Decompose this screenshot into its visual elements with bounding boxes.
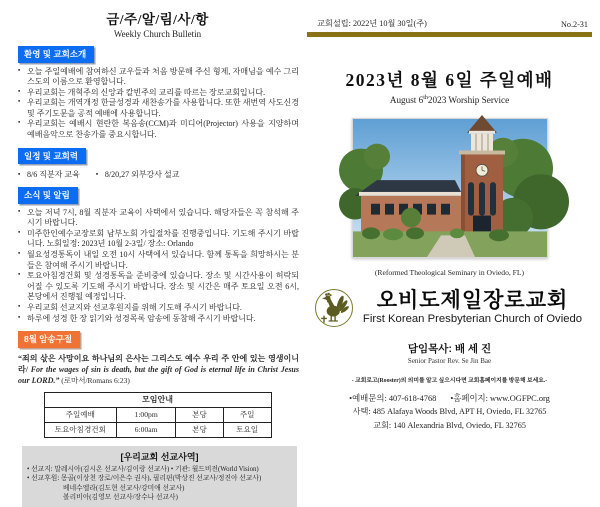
worship-inquiry-phone: •예배문의: 407-618-4768 bbox=[349, 393, 437, 403]
list-item: ▪ 우리교회는 개역개정 한글성경과 새찬송가를 사용합니다. 또한 새번역 사도신경 및 주기도문을 공적 예배에 사용합니다. bbox=[18, 98, 299, 119]
table-cell: 1:00pm bbox=[117, 407, 176, 422]
worship-service-title: 2023년 8월 6일 주일예배 bbox=[345, 69, 554, 90]
mission-line: 볼리비아(김영모 선교사/장수나 선교사) bbox=[63, 493, 178, 501]
page-left-weekly-bulletin bbox=[16, 8, 299, 507]
established-date: 교회설립: 2022년 10월 30일(주) bbox=[317, 19, 427, 28]
verse-english: For the wages of sin is death, but the gift of God is eternal life in Christ Jesus our LORD.” bbox=[18, 364, 299, 385]
section-header-schedule: 일정 및 교회력 bbox=[18, 148, 86, 165]
table-cell: 본당 bbox=[176, 422, 224, 437]
list-item: ▪ 미주한인예수교장로회 남부노회 가입절차를 진행중입니다. 기도해 주시기 바랍니다. 노회일정: 2023년 10월 2-3일/ 장소: Orlando bbox=[18, 229, 299, 250]
list-item: ▪ 우리교회는 개혁주의 신앙과 칼빈주의 교리를 따르는 장로교회입니다. bbox=[18, 88, 299, 99]
mission-line: • 선교후원: 몽골(이상천 장로/이은수 권사), 필리핀(박상진 선교사/정진아 선교사) bbox=[27, 475, 262, 483]
issue-header-row bbox=[307, 18, 592, 29]
meeting-info-table bbox=[44, 392, 272, 438]
schedule-line bbox=[18, 169, 299, 180]
mission-work-box bbox=[22, 446, 297, 507]
homepage-url: •홈페이지: www.OGFPC.org bbox=[450, 393, 550, 403]
list-item: ▪ 오늘 주일예배에 참여하신 교우들과 처음 방문해 주신 형제, 자매님을 예수 그리스도의 이름으로 환영합니다. bbox=[18, 67, 299, 88]
mission-box-title: [우리교회 선교사역] bbox=[120, 451, 199, 462]
list-item: ▪ 우리교회는 예배시 현란한 복음송(CCM)과 미디어(Projector) 사용을 지양하며 예배음악으로 찬송가를 중요시합니다. bbox=[18, 119, 299, 140]
logo-meaning-note: - 교회로고(Rooster)의 의미를 알고 싶으시다면 교회홈페이지를 방문해 보세요.- bbox=[351, 377, 548, 384]
schedule-item: ▪ 8/20,27 외부강사 설교 bbox=[96, 170, 180, 179]
section-header-memory-verse: 8월 암송구절 bbox=[18, 331, 80, 348]
mission-line: • 선교지: 말레시아(김시온 선교사/김이랑 선교사) • 기관: 월드비전(World Vision) bbox=[27, 465, 259, 473]
section-header-welcome: 환영 및 교회소개 bbox=[18, 46, 94, 63]
verse-reference: (로마서/Romans 6:23) bbox=[59, 375, 130, 385]
news-list bbox=[18, 208, 299, 325]
pastor-name-english: Senior Pastor Rev. Se Jin Bae bbox=[407, 356, 492, 365]
subtitle-ordinal: th bbox=[423, 94, 428, 101]
table-cell: 토요일 bbox=[223, 422, 271, 437]
address-church: 교회: 140 Alexandria Blvd, Oviedo, FL 32765 bbox=[373, 420, 526, 430]
table-cell: 본당 bbox=[176, 407, 224, 422]
page-subtitle: Weekly Church Bulletin bbox=[113, 29, 202, 39]
table-row bbox=[44, 422, 271, 437]
rooster-logo-icon bbox=[315, 289, 353, 327]
section-header-news: 소식 및 알림 bbox=[18, 187, 78, 204]
worship-service-subtitle bbox=[307, 95, 592, 105]
table-row bbox=[44, 407, 271, 422]
pastor-name-korean: 담임목사: 배 세 진 bbox=[407, 342, 492, 355]
page-title: 금/주/알/림/사/항 bbox=[106, 12, 209, 27]
church-name-korean: 오비도제일장로교회 bbox=[376, 289, 569, 313]
contact-line bbox=[307, 392, 592, 404]
memory-verse bbox=[18, 353, 299, 386]
list-item: ▪ 토요아침경건회 및 성경통독을 준비중에 있습니다. 장소 및 시간사용이 허락되어질 수 있도록 기도해 주시기 바랍니다. 장소 및 시간은 매주 토요일 오전 6시, 본당에서 진행될 예정입니다. bbox=[18, 271, 299, 303]
table-cell: 주일 bbox=[223, 407, 271, 422]
mission-line: 베네수엘라(김도현 선교사/강미애 선교사) bbox=[63, 484, 185, 492]
seminary-photo bbox=[352, 118, 548, 258]
church-name-english: First Korean Presbyterian Church of Oviedo bbox=[362, 313, 583, 326]
subtitle-prefix: August 6 bbox=[389, 94, 424, 105]
church-identity-row bbox=[315, 289, 592, 327]
address-parsonage: 사택: 485 Alafaya Woods Blvd, APT H, Oviedo, FL 32765 bbox=[352, 407, 547, 417]
list-item: ▪ 오늘 저녁 7시, 8월 직분자 교육이 사택에서 있습니다. 해당자들은 꼭 참석해 주시기 바랍니다. bbox=[18, 208, 299, 229]
table-cell: 토요아침경건회 bbox=[44, 422, 117, 437]
list-item: ▪ 월요성경통독이 내일 오전 10시 사택에서 있습니다. 함께 통독을 희망하시는 분들은 참여해 주시기 바랍니다. bbox=[18, 250, 299, 271]
schedule-item: ▪ 8/6 직분자 교육 bbox=[18, 170, 80, 179]
issue-number: No.2-31 bbox=[560, 20, 588, 29]
page-right-cover bbox=[307, 18, 592, 431]
seminary-photo-block bbox=[352, 118, 548, 277]
accent-divider-bar bbox=[307, 32, 592, 37]
subtitle-suffix: 2023 Worship Service bbox=[427, 94, 510, 105]
welcome-list bbox=[18, 67, 299, 141]
verse-korean: “죄의 삯은 사망이요 하나님의 은사는 그리스도 예수 우리 주 안에 있는 영생이니라/ bbox=[18, 353, 299, 374]
photo-caption: (Reformed Theological Seminary in Oviedo, FL) bbox=[374, 267, 525, 277]
table-cell: 주일예배 bbox=[44, 407, 117, 422]
table-cell: 6:00am bbox=[117, 422, 176, 437]
list-item: ▪ 하루에 성경 한 장 읽기와 성경목록 암송에 동참해 주시기 바랍니다. bbox=[18, 314, 299, 325]
table-title: 모임안내 bbox=[44, 392, 271, 407]
church-names bbox=[353, 290, 592, 325]
list-item: ▪ 우리교회 선교지와 선교후원지를 위해 기도해 주시기 바랍니다. bbox=[18, 303, 299, 314]
